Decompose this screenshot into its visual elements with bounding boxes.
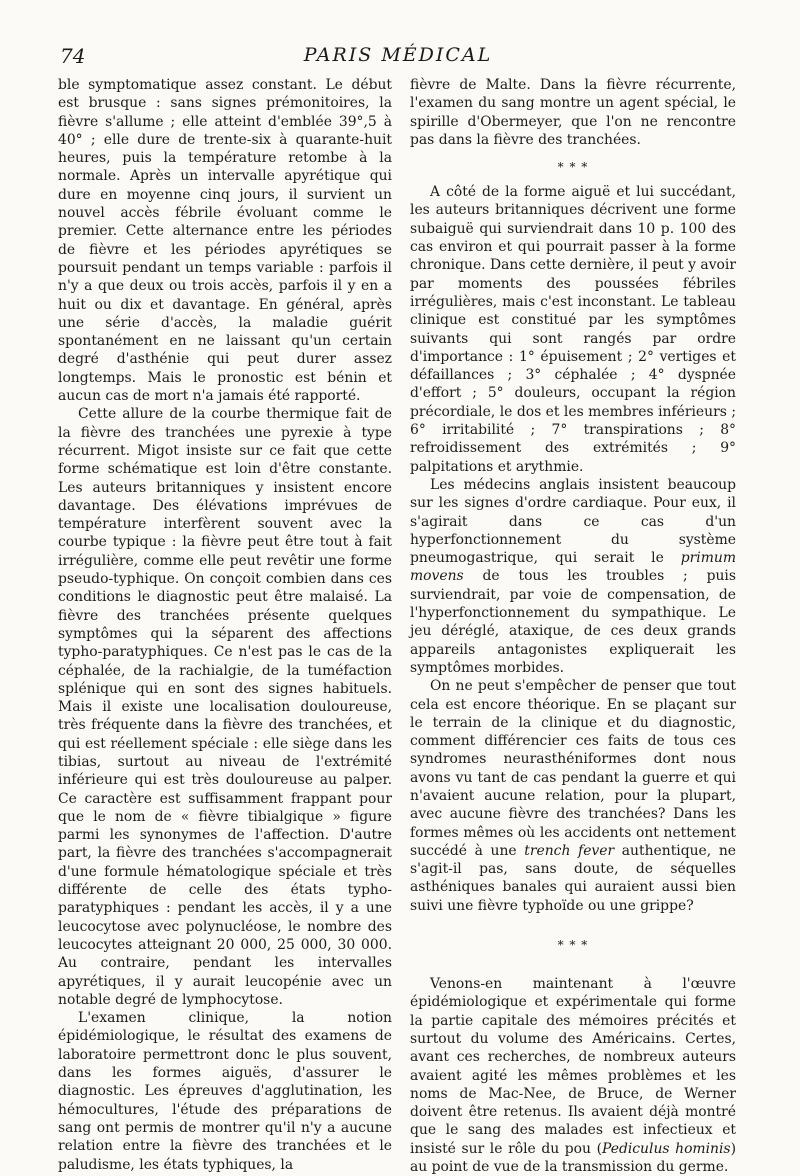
section-separator: * * *	[557, 160, 589, 175]
paragraph	[410, 476, 736, 677]
english-term: trench fever	[524, 842, 615, 859]
text-run: Venons-en maintenant à l'œuvre épidémiologique et expérimentale qui forme la partie capitale des mémoires précités et surtout du volume des Américains. Certes, avant ces recherches, de nombreux auteurs avaient agité les mêmes problèmes et les noms de Mac-Nee, de Bruce, de Werner doivent être retenus. Ils avaient déjà montré que le sang des malades est infectieux et insisté sur le rôle du pou (	[410, 976, 736, 1157]
paragraph: fièvre de Malte. Dans la fièvre récurrente, l'examen du sang montre un agent spécial, le spirille d'Obermeyer, que l'on ne rencontre pas dans la fièvre des tranchées.	[410, 77, 736, 148]
page-header	[58, 40, 738, 70]
right-column	[410, 76, 736, 1176]
species-name: Pediculus hominis	[602, 1140, 731, 1157]
section-separator: * * *	[557, 938, 589, 953]
journal-title: PARIS MÉDICAL	[303, 44, 493, 66]
paragraph	[410, 677, 736, 915]
text-run: authentique, ne s'agit-il pas, sans doute, de séquelles asthéniques banales qui auraient aussi bien suivi une fièvre typhoïde ou une grippe?	[410, 842, 736, 914]
text-run: Les médecins anglais insistent beaucoup sur les signes d'ordre cardiaque. Pour eux, il s'agirait dans ce cas d'un hyperfonctionnement du système pneumogastrique, qui serait le	[410, 476, 736, 567]
left-column	[58, 76, 392, 1174]
paragraph: Cette allure de la courbe thermique fait de la fièvre des tranchées une pyrexie à type récurrent. Migot insiste sur ce fait que cette forme schématique est loin d'être constante. Les auteurs britanniques y insistent encore davantage. Des élévations imprévues de température interfèrent souvent avec la courbe typique : la fièvre peut être tout à fait irrégulière, comme elle peut revêtir une forme pseudo-typhique. On conçoit combien dans ces conditions le diagnostic peut être malaisé. La fièvre des tranchées présente quelques symptômes qui la séparent des affections typho-paratyphiques. Ce n'est pas le cas de la céphalée, de la rachialgie, de la tuméfaction splénique qui en sont des signes habituels. Mais il existe une localisation douloureuse, très fréquente dans la fièvre des tranchées, et qui est réellement spéciale : elle siège dans les tibias, surtout au niveau de l'extrémité inférieure qui est très douloureuse au palper. Ce caractère est suffisamment frappant pour que le nom de « fièvre tibialgique » figure parmi les synonymes de l'affection. D'autre part, la fièvre des tranchées s'accompagnerait d'une formule hématologique spéciale et très différente de celle des états typho-paratyphiques : pendant les accès, il y a une leucocytose avec polynucléose, le nombre des leucocytes atteignant 20 000, 25 000, 30 000. Au contraire, pendant les intervalles apyrétiques, il y aurait leucopénie avec un notable degré de lymphocytose.	[58, 406, 392, 1008]
latin-term: primum movens	[410, 550, 736, 585]
text-run: ) au point de vue de la transmission du germe.	[410, 1140, 736, 1176]
paragraph: ble symptomatique assez constant. Le début est brusque : sans signes prémonitoires, la fièvre s'allume ; elle atteint d'emblée 39°,5 à 40° ; elle dure de trente-six à quarante-huit heures, puis la température retombe à la normale. Après un intervalle apyrétique qui dure en moyenne cinq jours, il survient un nouvel accès fébrile évoluant comme le premier. Cette alternance entre les périodes de fièvre et les périodes apyrétiques se poursuit pendant un temps variable : parfois il n'y a que deux ou trois accès, parfois il y en a huit ou dix et davantage. En général, après une série d'accès, la maladie guérit spontanément en ne laissant qu'un certain degré d'asthénie qui peut durer assez longtemps. Mais le pronostic est bénin et aucun cas de mort n'a jamais été rapporté.	[58, 77, 392, 405]
paragraph: L'examen clinique, la notion épidémiologique, le résultat des examens de laboratoire permettront donc le plus souvent, dans les formes aiguës, d'assurer le diagnostic. Les épreuves d'agglutination, les hémocultures, l'étude des préparations de sang ont permis de montrer qu'il n'y a aucune relation entre la fièvre des tranchées et le paludisme, les états typhiques, la	[58, 1010, 392, 1173]
text-run: de tous les troubles ; puis surviendrait, par voie de compensation, de l'hyperfonctionnement du sympathique. Le jeu déréglé, ataxique, de ces deux grands appareils antagonistes expliquerait les symptômes morbides.	[410, 568, 736, 676]
text-run: On ne peut s'empêcher de penser que tout cela est encore théorique. En se plaçant sur le terrain de la clinique et du diagnostic, comment différencier ces faits de tous ces syndromes neurasthéniformes dont nous avons vu tant de cas pendant la guerre et qui n'avaient aucune relation, pour la plupart, avec aucune fièvre des tranchées? Dans les formes mêmes où les accidents ont nettement succédé à une	[410, 678, 736, 859]
page-number: 74	[60, 44, 86, 68]
paragraph: A côté de la forme aiguë et lui succédant, les auteurs britanniques décrivent une forme subaiguë qui surviendrait dans 10 p. 100 des cas environ et qui pourrait passer à la forme chronique. Dans cette dernière, il peut y avoir par moments des poussées fébriles irrégulières, mais c'est inconstant. Le tableau clinique est constitué par les symptômes suivants qui sont rangés par ordre d'importance : 1° épuisement ; 2° vertiges et défaillances ; 3° céphalée ; 4° dyspnée d'effort ; 5° douleurs, occupant la région précordiale, le dos et les membres inférieurs ; 6° irritabilité ; 7° transpirations ; 8° refroidissement des extrémités ; 9° palpitations et arythmie.	[410, 184, 736, 475]
